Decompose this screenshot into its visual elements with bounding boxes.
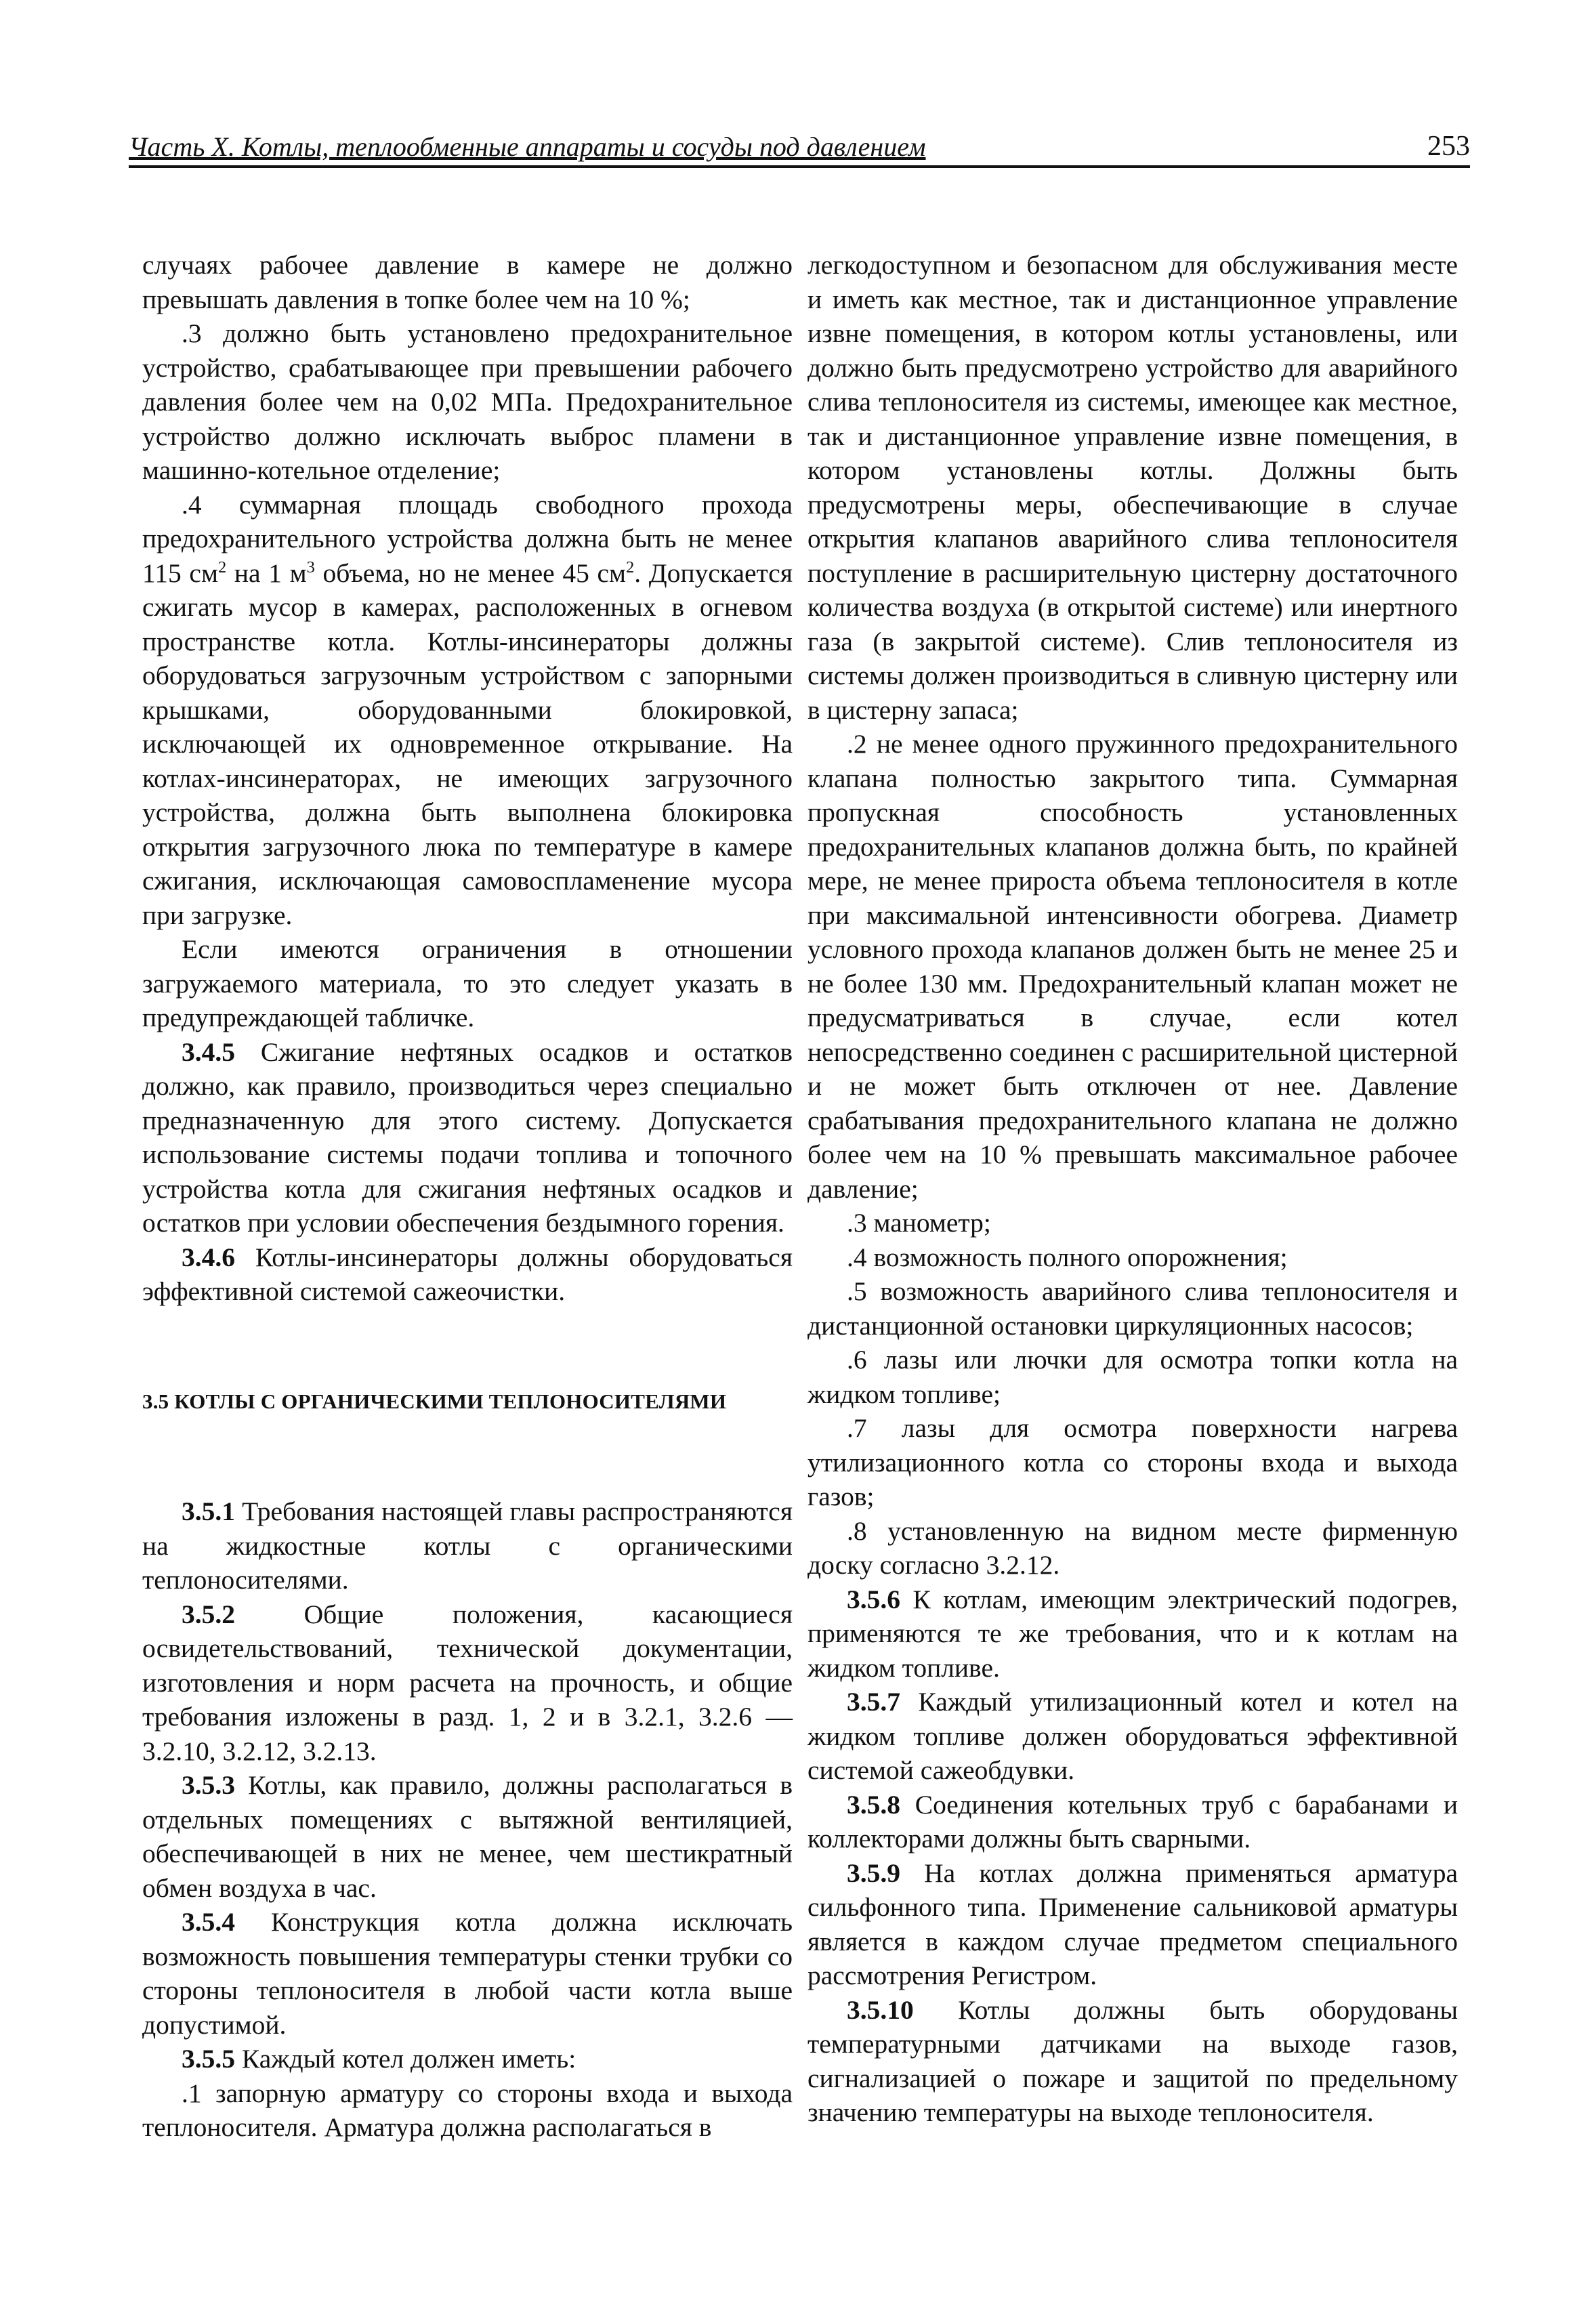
running-header: [129, 130, 1470, 168]
text-run: на 1 м: [226, 558, 307, 588]
paragraph: [807, 1993, 1458, 2130]
section-heading: 3.5 КОТЛЫ С ОРГАНИЧЕСКИМИ ТЕПЛОНОСИТЕЛЯМИ: [142, 1389, 727, 1413]
paragraph: [807, 1685, 1458, 1788]
paragraph: [142, 488, 793, 933]
paragraph: [142, 1905, 793, 2042]
clause-number: 3.5.1: [182, 1496, 235, 1526]
paragraph: [142, 2042, 793, 2076]
superscript: 2: [626, 558, 635, 576]
text-run: объема, но не менее 45 см: [314, 558, 627, 588]
clause-number: 3.5.8: [847, 1789, 900, 1820]
clause-text: Соединения котельных труб с барабанами и коллекторами должны быть сварными.: [807, 1789, 1458, 1853]
paragraph: случаях рабочее давление в камере не должно превышать давления в топке более чем на 10 %;: [142, 250, 793, 314]
clause-number: 3.5.2: [182, 1599, 235, 1629]
clause-text: Сжигание нефтяных осадков и остатков должно, как правило, производиться через специально предназначенную для этого систему. Допускается использование системы подачи топлива и топочного устройства котла для сжигания нефтяных осадков и остатков при условии обеспечения бездымного горения.: [142, 1036, 793, 1238]
superscript: 2: [217, 558, 227, 576]
clause-text: Каждый котел должен иметь:: [235, 2044, 576, 2074]
running-title: Часть X. Котлы, теплообменные аппараты и сосуды под давлением: [129, 131, 926, 162]
paragraph: [142, 1240, 793, 1309]
clause-number: 3.4.5: [182, 1036, 235, 1067]
text-run: . Допускается сжигать мусор в камерах, расположенных в огневом пространстве котла. Котлы-инсинераторы должны оборудоваться загрузочным устройством с запорными крышками, оборудованными блокировкой, исключающей их одновременное открывание. На котлах-инсинераторах, не имеющих загрузочного устройства, должна быть выполнена блокировка открытия загрузочного люка по температуре в камере сжигания, исключающая самовоспламенение мусора при загрузке.: [142, 558, 793, 930]
clause-number: 3.5.9: [847, 1858, 900, 1888]
paragraph: [807, 1582, 1458, 1685]
paragraph: .2 не менее одного пружинного предохранительного клапана полностью закрытого типа. Суммарная пропускная способность установленных предохранительных клапанов должна быть, по крайней мере, не менее прироста объема теплоносителя в котле при максимальной интенсивности обогрева. Диаметр условного прохода клапанов должен быть не менее 25 и не более 130 мм. Предохранительный клапан может не предусматриваться в случае, если котел непосредственно соединен с расширительной цистерной и не может быть отключен от нее. Давление срабатывания предохранительного клапана не должно более чем на 10 % превышать максимальное рабочее давление;: [807, 729, 1458, 1204]
paragraph: .4 возможность полного опорожнения;: [847, 1242, 1288, 1272]
clause-number: 3.5.6: [847, 1584, 900, 1614]
clause-text: К котлам, имеющим электрический подогрев, применяются те же требования, что и к котлам на жидком топливе.: [807, 1584, 1458, 1683]
clause-number: 3.5.5: [182, 2044, 235, 2074]
superscript: 3: [306, 558, 315, 576]
clause-text: Общие положения, касающиеся освидетельствований, технической документации, изготовления и норм расчета на прочность, и общие требования изложены в разд. 1, 2 и в 3.2.1, 3.2.6 — 3.2.10, 3.2.12, 3.2.13.: [142, 1599, 793, 1766]
clause-text: Требования настоящей главы распространяются на жидкостные котлы с органическими теплоносителями.: [142, 1496, 793, 1595]
paragraph: .6 лазы или лючки для осмотра топки котла на жидком топливе;: [807, 1345, 1458, 1409]
paragraph: .1 запорную арматуру со стороны входа и выхода теплоносителя. Арматура должна располагаться в: [142, 2078, 793, 2142]
paragraph: легкодоступном и безопасном для обслуживания месте и иметь как местное, так и дистанционное управление извне помещения, в котором котлы установлены, или должно быть предусмотрено устройство для аварийного слива теплоносителя из системы, имеющее как местное, так и дистанционное управление извне помещения, в котором установлены котлы. Должны быть предусмотрены меры, обеспечивающие в случае открытия клапанов аварийного слива теплоносителя поступление в расширительную цистерну достаточного количества воздуха (в открытой системе) или инертного газа (в закрытой системе). Слив теплоносителя из системы должен производиться в сливную цистерну или в цистерну запаса;: [807, 250, 1458, 725]
clause-text: Конструкция котла должна исключать возможность повышения температуры стенки трубки со стороны теплоносителя в любой части котла выше допустимой.: [142, 1907, 793, 2040]
paragraph: .3 должно быть установлено предохранительное устройство, срабатывающее при превышении рабочего давления более чем на 0,02 МПа. Предохранительное устройство должно исключать выброс пламени в машинно-котельное отделение;: [142, 318, 793, 485]
paragraph: .3 манометр;: [847, 1208, 991, 1238]
paragraph: [807, 1788, 1458, 1856]
clause-text: Котлы, как правило, должны располагаться в отдельных помещениях с вытяжной вентиляцией, обеспечивающей в них не менее, чем шестикратный обмен воздуха в час.: [142, 1770, 793, 1903]
paragraph: [142, 1035, 793, 1240]
clause-number: 3.5.10: [847, 1994, 914, 2025]
text-run: .4 суммарная площадь свободного прохода предохранительного устройства должна быть не менее 115 см: [142, 489, 793, 588]
clause-number: 3.5.3: [182, 1770, 235, 1800]
clause-text: Котлы должны быть оборудованы температурными датчиками на выходе газов, сигнализацией о пожаре и защитой по предельному значению температуры на выходе теплоносителя.: [807, 1994, 1458, 2127]
clause-text: Котлы-инсинераторы должны оборудоваться эффективной системой сажеочистки.: [142, 1242, 793, 1306]
right-column: [807, 248, 1458, 2130]
paragraph: .7 лазы для осмотра поверхности нагрева утилизационного котла со стороны входа и выхода газов;: [807, 1413, 1458, 1511]
clause-text: Каждый утилизационный котел и котел на жидком топливе должен оборудоваться эффективной системой сажеобдувки.: [807, 1687, 1458, 1785]
left-column: [142, 248, 793, 2145]
paragraph: .8 установленную на видном месте фирменную доску согласно 3.2.12.: [807, 1515, 1458, 1580]
page-number: 253: [1427, 131, 1470, 162]
paragraph: Если имеются ограничения в отношении загружаемого материала, то это следует указать в предупреждающей табличке.: [142, 934, 793, 1032]
clause-number: 3.4.6: [182, 1242, 235, 1272]
clause-number: 3.5.4: [182, 1907, 235, 1937]
paragraph: [142, 1597, 793, 1769]
paragraph: [142, 1768, 793, 1905]
clause-number: 3.5.7: [847, 1687, 900, 1717]
paragraph: .5 возможность аварийного слива теплоносителя и дистанционной остановки циркуляционных насосов;: [807, 1276, 1458, 1341]
paragraph: [807, 1856, 1458, 1993]
clause-text: На котлах должна применяться арматура сильфонного типа. Применение сальниковой арматуры является в каждом случае предметом специального рассмотрения Регистром.: [807, 1858, 1458, 1990]
paragraph: [142, 1494, 793, 1597]
